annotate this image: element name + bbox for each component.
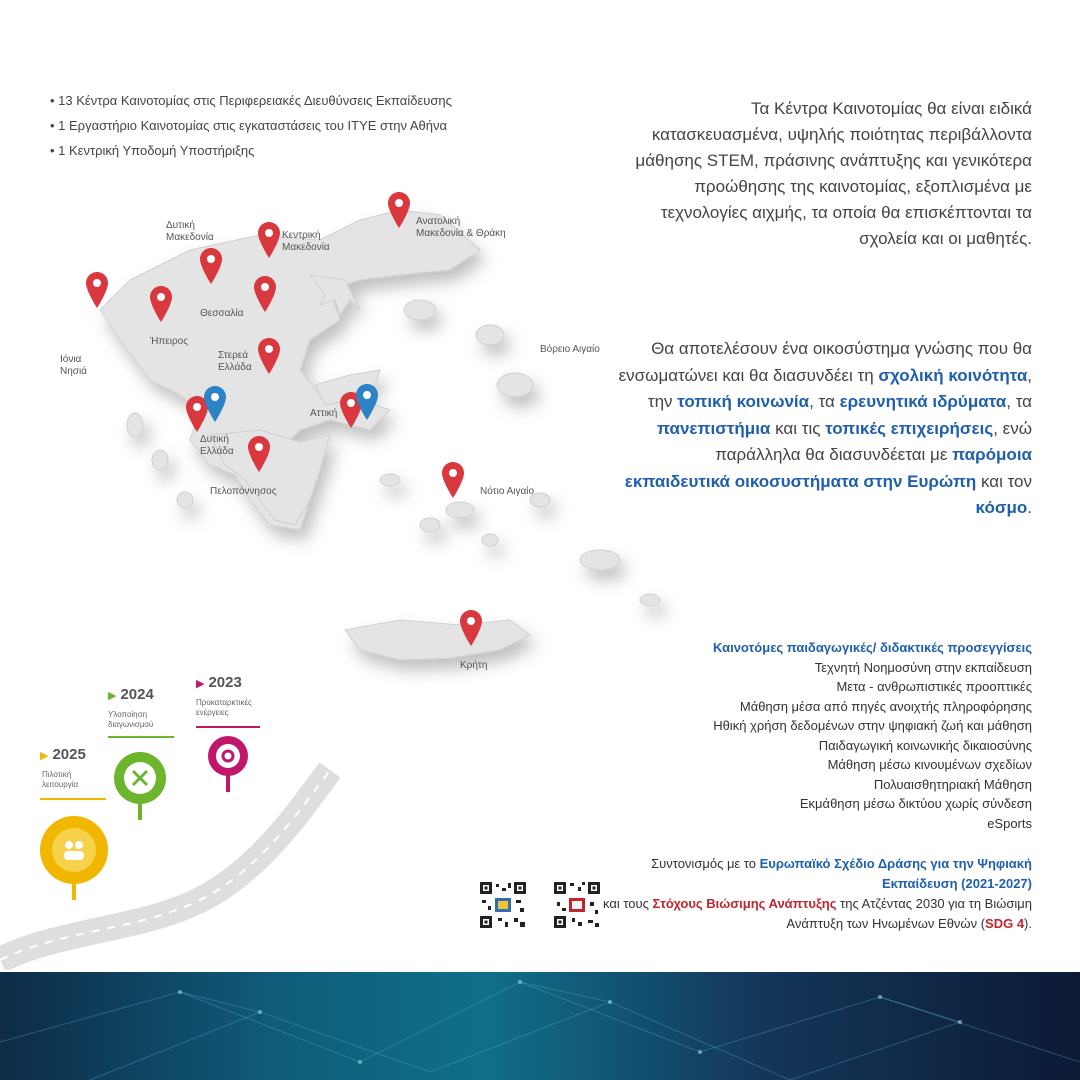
network-pattern: [0, 972, 1080, 1080]
highlight-local-society: τοπική κοινωνία: [677, 392, 810, 411]
label-sterea: Στερεά Ελλάδα: [218, 350, 252, 373]
qr-code-icon[interactable]: [478, 880, 528, 930]
highlight-universities: πανεπιστήμια: [656, 418, 771, 438]
greece-map-shape: [60, 180, 700, 710]
label-kriti: Κρήτη: [460, 660, 488, 671]
sdg4-label: SDG 4: [985, 916, 1025, 931]
footer-banner: [0, 972, 1080, 1080]
map-pin-blue-icon: [204, 386, 226, 422]
approaches-heading: Καινοτόμες παιδαγωγικές/ διδακτικές προσεγγίσεις: [713, 640, 1032, 655]
map-pin-icon: [254, 276, 276, 312]
divider: [40, 798, 106, 800]
label-notio-aigaio: Νότιο Αιγαίο: [480, 486, 535, 497]
approach-item: Ηθική χρήση δεδομένων στην ψηφιακή ζωή και μάθηση: [713, 718, 1032, 733]
coord-text: και τους: [603, 896, 653, 911]
coord-text: ).: [1024, 916, 1032, 931]
greece-map: [60, 180, 700, 710]
ecosystem-text: , ενώ παράλληλα θα διασυνδέεται με: [715, 418, 1032, 464]
ecosystem-text: και τις: [770, 418, 826, 438]
summary-bullets: [50, 88, 452, 163]
label-dytiki-ellada: Δυτική Ελλάδα: [200, 434, 234, 457]
link-sdg[interactable]: Στόχους Βιώσιμης Ανάπτυξης: [652, 896, 837, 911]
approach-item: Τεχνητή Νοημοσύνη στην εκπαίδευση: [814, 659, 1032, 675]
bullet-item: • 13 Κέντρα Καινοτομίας στις Περιφερειακές Διευθύνσεις Εκπαίδευσης: [50, 88, 452, 113]
map-pin-icon: [442, 462, 464, 498]
highlight-world: κόσμο: [975, 498, 1028, 517]
map-pin-icon: [86, 272, 108, 308]
year-2025: ▶ 2025: [40, 746, 86, 763]
year-2023-desc: Προκαταρκτικές ενέργειες: [196, 698, 252, 717]
year-2024: ▶ 2024: [108, 686, 154, 703]
label-thessalia: Θεσσαλία: [200, 308, 244, 319]
highlight-local-businesses: τοπικές επιχειρήσεις: [825, 418, 994, 438]
year-2023-label: 2023: [208, 674, 242, 691]
approach-item: Μετα - ανθρωπιστικές προοπτικές: [836, 679, 1032, 694]
approach-item: Μάθηση μέσω κινουμένων σχεδίων: [827, 757, 1032, 772]
ecosystem-text: Θα αποτελέσουν ένα οικοσύστημα γνώσης που θα ενσωματώνει και θα διασυνδέει τη: [618, 339, 1032, 385]
link-digital-education-plan[interactable]: Ευρωπαϊκό Σχέδιο Δράσης για την Ψηφιακή Εκπαίδευση (2021-2027): [759, 856, 1032, 891]
label-anatoliki-makedonia: Ανατολική Μακεδονία & Θράκη: [416, 216, 506, 239]
year-2023: ▶ 2023: [196, 674, 242, 691]
divider: [108, 736, 174, 738]
intro-paragraph: Τα Κέντρα Καινοτομίας θα είναι ειδικά κατασκευασμένα, υψηλής ποιότητας περιβάλλοντα μάθησης STEM, πράσινης ανάπτυξης και γενικότερα προώθησης της καινοτομίας, εξοπλισμένα με τεχνολογίες αιχμής, τα οποία θα επισκέπτονται τα σχολεία και οι μαθητές.: [635, 99, 1032, 248]
tools-icon: [130, 768, 150, 788]
highlight-european-ecosystems: παρόμοια εκπαιδευτικά οικοσυστήματα στην Ευρώπη: [624, 445, 1032, 491]
map-pin-blue-icon: [356, 384, 378, 420]
coord-text: της Ατζέντας 2030 για τη Βιώσιμη Ανάπτυξη των Ηνωμένων Εθνών (: [786, 896, 1032, 931]
ecosystem-text: και τον: [976, 471, 1032, 491]
ecosystem-text: , τα: [809, 392, 840, 411]
approach-item: Πολυαισθητηριακή Μάθηση: [873, 776, 1032, 792]
label-ionia: Ιόνια Νησιά: [60, 354, 87, 377]
map-pin-icon: [248, 436, 270, 472]
highlight-school-community: σχολική κοινότητα: [878, 365, 1028, 385]
gear-icon: [220, 748, 236, 764]
timeline-road: [0, 660, 360, 970]
label-ipeiros: Ήπειρος: [150, 336, 189, 347]
highlight-research-institutes: ερευνητικά ιδρύματα: [839, 392, 1007, 411]
ecosystem-paragraph: [612, 336, 1032, 522]
coordination-text: [592, 854, 1032, 934]
map-pin-icon: [258, 222, 280, 258]
people-icon: [60, 836, 88, 864]
bullet-item: • 1 Εργαστήριο Καινοτομίας στις εγκαταστάσεις του ΙΤΥΕ στην Αθήνα: [50, 113, 452, 138]
year-2025-desc: Πιλοτική λειτουργία: [42, 770, 79, 789]
ecosystem-text: , τα: [1006, 392, 1032, 411]
approach-item: Εκμάθηση μέσω δικτύου χωρίς σύνδεση: [799, 796, 1032, 811]
map-pin-icon: [150, 286, 172, 322]
bullet-item: • 1 Κεντρική Υποδομή Υποστήριξης: [50, 138, 452, 163]
map-pin-icon: [460, 610, 482, 646]
label-peloponnisos: Πελοπόννησος: [210, 486, 277, 497]
ecosystem-text: , την: [647, 365, 1032, 411]
timeline: [0, 660, 360, 970]
label-attiki: Αττική: [310, 408, 338, 419]
approach-item: Παιδαγωγική κοινωνικής δικαιοσύνης: [818, 737, 1032, 753]
approach-item: eSports: [987, 815, 1032, 831]
year-2024-desc: Υλοποίηση διαγωνισμού: [108, 710, 154, 729]
label-dytiki-makedonia: Δυτική Μακεδονία: [166, 220, 214, 243]
map-pin-icon: [388, 192, 410, 228]
approach-item: Μάθηση μέσα από πηγές ανοιχτής πληροφόρησης: [739, 698, 1032, 714]
year-2025-label: 2025: [52, 746, 86, 763]
divider: [196, 726, 260, 728]
map-pin-icon: [258, 338, 280, 374]
map-pin-icon: [200, 248, 222, 284]
label-voreio-aigaio: Βόρειο Αιγαίο: [540, 344, 600, 355]
year-2024-label: 2024: [120, 686, 154, 703]
label-kentriki-makedonia: Κεντρική Μακεδονία: [282, 230, 330, 253]
approaches-list: [612, 638, 1032, 833]
ecosystem-text: .: [1027, 498, 1032, 517]
coord-text: Συντονισμός με το: [651, 856, 760, 871]
